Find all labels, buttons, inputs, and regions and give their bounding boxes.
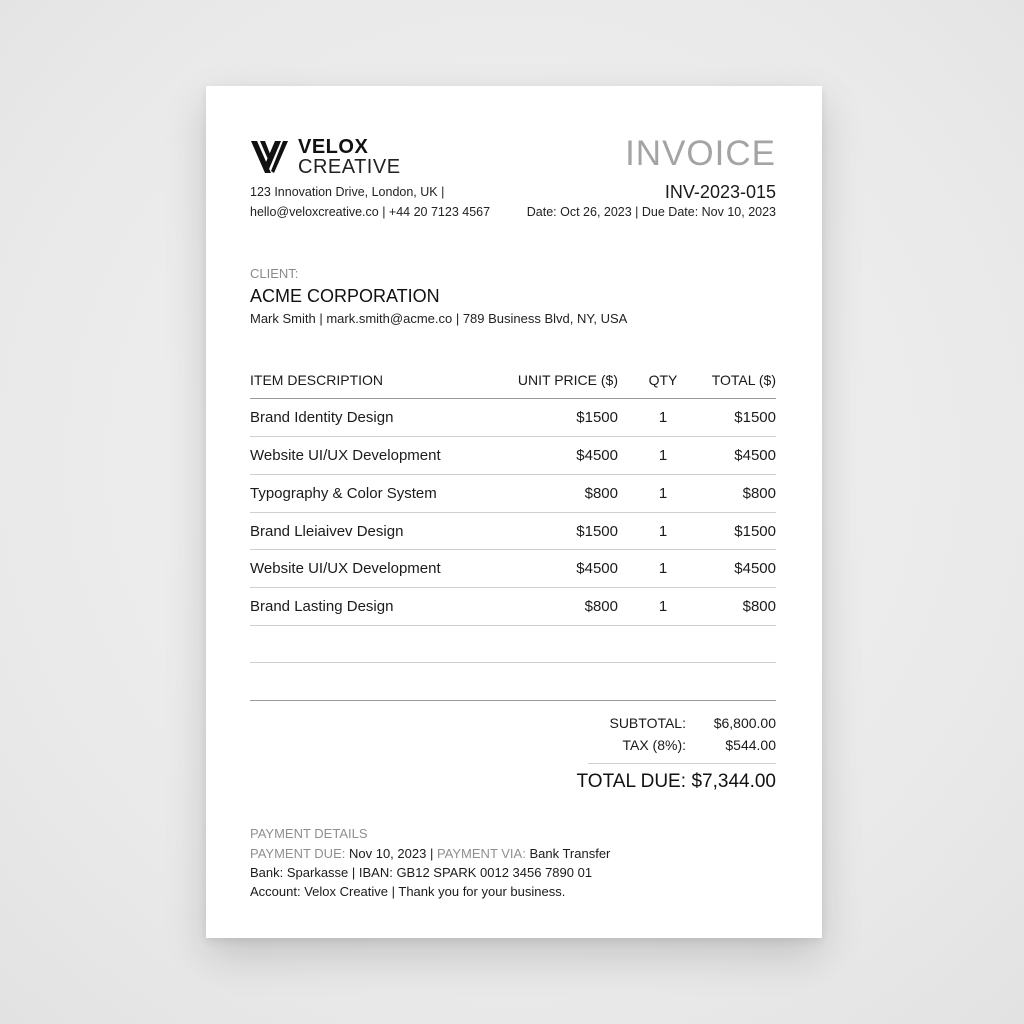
header-item-description: ITEM DESCRIPTION — [250, 372, 384, 388]
tax-label: TAX (8%): — [622, 737, 686, 753]
company-address: 123 Innovation Drive, London, UK | — [250, 185, 445, 199]
row-total: $4500 — [734, 447, 776, 464]
payment-due-value: Nov 10, 2023 — [348, 846, 427, 861]
header-total: TOTAL ($) — [711, 372, 776, 388]
row-unit-price: $800 — [584, 485, 618, 502]
total-due-divider — [588, 763, 776, 764]
header-unit-price: UNIT PRICE ($) — [517, 372, 618, 388]
total-due-label: TOTAL DUE: — [576, 771, 686, 792]
payment-via-label: PAYMENT VIA: — [436, 846, 526, 861]
invoice-title: INVOICE — [625, 134, 776, 173]
table-row — [206, 513, 822, 551]
client-info: Mark Smith | mark.smith@acme.co | 789 Business Blvd, NY, USA — [250, 311, 628, 326]
invoice-number: INV-2023-015 — [664, 182, 776, 202]
row-total: $1500 — [734, 409, 776, 426]
row-qty: 1 — [658, 447, 668, 464]
row-total: $1500 — [734, 523, 776, 540]
row-qty: 1 — [658, 409, 668, 426]
table-row — [206, 588, 822, 626]
row-qty: 1 — [658, 523, 668, 540]
row-qty: 1 — [658, 598, 668, 615]
velox-logo-icon — [250, 138, 290, 176]
company-name-line1: VELOX — [298, 136, 369, 158]
row-unit-price: $1500 — [576, 523, 618, 540]
payment-details-heading: PAYMENT DETAILS — [250, 826, 368, 841]
table-row — [206, 550, 822, 588]
row-total: $4500 — [734, 560, 776, 577]
row-unit-price: $4500 — [576, 560, 618, 577]
row-description: Website UI/UX Development — [250, 560, 441, 577]
invoice-dates: Date: Oct 26, 2023 | Due Date: Nov 10, 2023 — [526, 205, 776, 219]
row-total: $800 — [742, 485, 776, 502]
row-unit-price: $1500 — [576, 409, 618, 426]
row-description: Brand Identity Design — [250, 409, 394, 426]
table-row — [206, 475, 822, 513]
payment-due-line — [250, 846, 610, 861]
client-label: CLIENT: — [250, 266, 299, 281]
tax-value: $544.00 — [725, 737, 776, 753]
payment-separator: | — [429, 846, 434, 861]
bank-line: Bank: Sparkasse | IBAN: GB12 SPARK 0012 3456 7890 01 — [250, 865, 593, 880]
table-row — [206, 399, 822, 437]
row-description: Brand Lleiaivev Design — [250, 523, 404, 540]
row-description: Typography & Color System — [250, 485, 437, 502]
invoice-sheet — [206, 86, 822, 938]
table-row — [206, 437, 822, 475]
subtotal-label: SUBTOTAL: — [609, 715, 686, 731]
header-qty: QTY — [648, 372, 678, 388]
company-contact: hello@veloxcreative.co | +44 20 7123 4567 — [250, 205, 491, 219]
account-line: Account: Velox Creative | Thank you for your business. — [250, 884, 566, 899]
row-total: $800 — [742, 598, 776, 615]
row-qty: 1 — [658, 560, 668, 577]
empty-row-divider — [250, 662, 776, 663]
row-unit-price: $800 — [584, 598, 618, 615]
client-name: ACME CORPORATION — [250, 286, 440, 306]
row-unit-price: $4500 — [576, 447, 618, 464]
company-name-line2: CREATIVE — [298, 156, 401, 178]
total-due-value: $7,344.00 — [691, 771, 776, 792]
row-qty: 1 — [658, 485, 668, 502]
row-description: Brand Lasting Design — [250, 598, 394, 615]
row-divider — [250, 625, 776, 626]
payment-via-value: Bank Transfer — [529, 846, 611, 861]
row-description: Website UI/UX Development — [250, 447, 441, 464]
table-bottom-divider — [250, 700, 776, 701]
subtotal-value: $6,800.00 — [713, 715, 776, 731]
payment-due-label: PAYMENT DUE: — [250, 846, 346, 861]
